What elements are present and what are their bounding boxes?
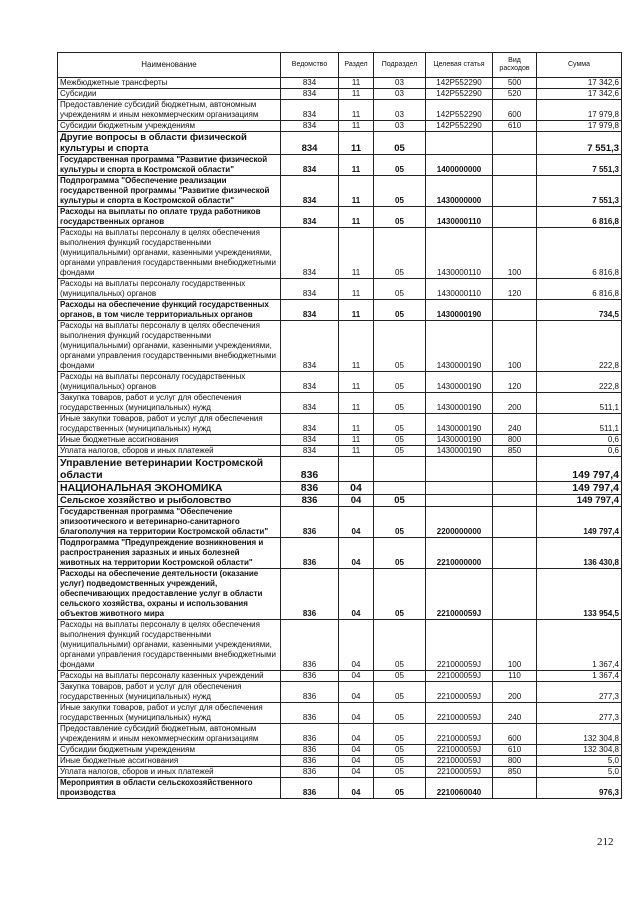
cell-department: 834 bbox=[281, 393, 339, 414]
cell-amount: 511,1 bbox=[537, 414, 622, 435]
cell-target-article: 1430000000 bbox=[426, 176, 493, 207]
cell-target-article: 221000059J bbox=[426, 767, 493, 778]
cell-department: 834 bbox=[281, 321, 339, 372]
header-department: Ведомство bbox=[281, 53, 339, 78]
cell-subsection bbox=[374, 482, 426, 495]
cell-name: Субсидии бюджетным учреждениям bbox=[58, 121, 281, 132]
cell-name: Расходы на обеспечение деятельности (оказание услуг) подведомственных учреждений, обеспечивающих предоставление услуг в области сельского хозяйства, охраны и использования объектов животного мира bbox=[58, 569, 281, 620]
cell-expense-type: 600 bbox=[493, 724, 537, 745]
cell-section: 11 bbox=[339, 321, 374, 372]
header-subsection: Подраздел bbox=[374, 53, 426, 78]
table-row bbox=[58, 393, 622, 414]
cell-name: Закупка товаров, работ и услуг для обеспечения государственных (муниципальных) нужд bbox=[58, 393, 281, 414]
cell-amount: 222,8 bbox=[537, 321, 622, 372]
cell-subsection: 05 bbox=[374, 495, 426, 507]
cell-target-article: 1430000190 bbox=[426, 300, 493, 321]
cell-amount: 132 304,8 bbox=[537, 745, 622, 756]
table-row bbox=[58, 507, 622, 538]
cell-name: Сельское хозяйство и рыболовство bbox=[58, 495, 281, 507]
cell-subsection: 05 bbox=[374, 435, 426, 446]
cell-section: 11 bbox=[339, 121, 374, 132]
cell-target-article: 1430000190 bbox=[426, 321, 493, 372]
cell-target-article: 2210060040 bbox=[426, 778, 493, 799]
cell-name: Иные закупки товаров, работ и услуг для обеспечения государственных (муниципальных) нужд bbox=[58, 703, 281, 724]
cell-department: 834 bbox=[281, 446, 339, 457]
cell-expense-type: 120 bbox=[493, 372, 537, 393]
cell-section: 04 bbox=[339, 724, 374, 745]
cell-expense-type: 610 bbox=[493, 121, 537, 132]
cell-department: 836 bbox=[281, 682, 339, 703]
cell-subsection: 05 bbox=[374, 228, 426, 279]
table-row bbox=[58, 703, 622, 724]
cell-target-article: 221000059J bbox=[426, 569, 493, 620]
cell-name: Расходы на выплаты по оплате труда работников государственных органов bbox=[58, 207, 281, 228]
cell-amount: 511,1 bbox=[537, 393, 622, 414]
cell-subsection: 03 bbox=[374, 89, 426, 100]
cell-target-article: 142P552290 bbox=[426, 121, 493, 132]
cell-expense-type: 610 bbox=[493, 745, 537, 756]
cell-section: 04 bbox=[339, 778, 374, 799]
cell-amount: 136 430,8 bbox=[537, 538, 622, 569]
cell-section: 04 bbox=[339, 569, 374, 620]
cell-target-article: 1430000190 bbox=[426, 435, 493, 446]
cell-expense-type bbox=[493, 176, 537, 207]
cell-department: 834 bbox=[281, 300, 339, 321]
cell-expense-type bbox=[493, 457, 537, 482]
cell-expense-type: 200 bbox=[493, 682, 537, 703]
table-row bbox=[58, 778, 622, 799]
cell-expense-type: 240 bbox=[493, 703, 537, 724]
cell-target-article: 221000059J bbox=[426, 745, 493, 756]
table-row bbox=[58, 372, 622, 393]
cell-amount: 17 342,6 bbox=[537, 89, 622, 100]
cell-section: 11 bbox=[339, 393, 374, 414]
table-row bbox=[58, 321, 622, 372]
table-body bbox=[58, 78, 622, 799]
table-row bbox=[58, 767, 622, 778]
header-expense-type: Вид расходов bbox=[493, 53, 537, 78]
table-row bbox=[58, 756, 622, 767]
table-row bbox=[58, 724, 622, 745]
cell-amount: 5,0 bbox=[537, 767, 622, 778]
cell-amount: 1 367,4 bbox=[537, 671, 622, 682]
cell-subsection: 05 bbox=[374, 321, 426, 372]
cell-subsection: 05 bbox=[374, 279, 426, 300]
table-row bbox=[58, 207, 622, 228]
cell-department: 836 bbox=[281, 569, 339, 620]
cell-name: Закупка товаров, работ и услуг для обеспечения государственных (муниципальных) нужд bbox=[58, 682, 281, 703]
cell-section: 04 bbox=[339, 507, 374, 538]
cell-name: Управление ветеринарии Костромской области bbox=[58, 457, 281, 482]
cell-subsection: 05 bbox=[374, 620, 426, 671]
cell-department: 836 bbox=[281, 745, 339, 756]
cell-section: 04 bbox=[339, 495, 374, 507]
cell-subsection: 05 bbox=[374, 300, 426, 321]
cell-expense-type: 200 bbox=[493, 393, 537, 414]
cell-subsection: 05 bbox=[374, 132, 426, 155]
cell-name: Расходы на обеспечение функций государственных органов, в том числе территориальных органов bbox=[58, 300, 281, 321]
cell-subsection: 05 bbox=[374, 778, 426, 799]
cell-amount: 6 816,8 bbox=[537, 279, 622, 300]
cell-amount: 6 816,8 bbox=[537, 207, 622, 228]
cell-section: 04 bbox=[339, 482, 374, 495]
table-row bbox=[58, 300, 622, 321]
cell-department: 834 bbox=[281, 435, 339, 446]
cell-target-article: 2200000000 bbox=[426, 507, 493, 538]
cell-amount: 17 979,8 bbox=[537, 121, 622, 132]
cell-name: НАЦИОНАЛЬНАЯ ЭКОНОМИКА bbox=[58, 482, 281, 495]
cell-section: 11 bbox=[339, 78, 374, 89]
cell-amount: 1 367,4 bbox=[537, 620, 622, 671]
cell-expense-type: 240 bbox=[493, 414, 537, 435]
table-row bbox=[58, 745, 622, 756]
cell-name: Мероприятия в области сельскохозяйственного производства bbox=[58, 778, 281, 799]
cell-target-article: 1430000110 bbox=[426, 228, 493, 279]
cell-amount: 149 797,4 bbox=[537, 507, 622, 538]
cell-subsection: 03 bbox=[374, 78, 426, 89]
table-row bbox=[58, 620, 622, 671]
cell-target-article: 1430000110 bbox=[426, 207, 493, 228]
cell-department: 836 bbox=[281, 538, 339, 569]
cell-subsection: 05 bbox=[374, 176, 426, 207]
cell-department: 836 bbox=[281, 457, 339, 482]
cell-name: Расходы на выплаты персоналу казенных учреждений bbox=[58, 671, 281, 682]
cell-department: 834 bbox=[281, 228, 339, 279]
cell-section: 11 bbox=[339, 300, 374, 321]
table-row bbox=[58, 671, 622, 682]
table-row bbox=[58, 132, 622, 155]
cell-department: 834 bbox=[281, 155, 339, 176]
header-section: Раздел bbox=[339, 53, 374, 78]
cell-expense-type bbox=[493, 538, 537, 569]
table-row bbox=[58, 100, 622, 121]
cell-name: Другие вопросы в области физической культуры и спорта bbox=[58, 132, 281, 155]
cell-expense-type: 100 bbox=[493, 620, 537, 671]
cell-target-article: 221000059J bbox=[426, 620, 493, 671]
cell-subsection: 05 bbox=[374, 767, 426, 778]
cell-expense-type: 600 bbox=[493, 100, 537, 121]
table-row bbox=[58, 121, 622, 132]
cell-section: 11 bbox=[339, 435, 374, 446]
cell-section: 04 bbox=[339, 671, 374, 682]
cell-section: 11 bbox=[339, 100, 374, 121]
cell-expense-type: 100 bbox=[493, 228, 537, 279]
cell-department: 836 bbox=[281, 756, 339, 767]
cell-section: 11 bbox=[339, 414, 374, 435]
cell-target-article: 142P552290 bbox=[426, 78, 493, 89]
cell-name: Межбюджетные трансферты bbox=[58, 78, 281, 89]
cell-subsection: 05 bbox=[374, 671, 426, 682]
budget-table bbox=[57, 52, 622, 799]
cell-subsection: 03 bbox=[374, 100, 426, 121]
cell-amount: 222,8 bbox=[537, 372, 622, 393]
table-row bbox=[58, 89, 622, 100]
cell-name: Субсидии bbox=[58, 89, 281, 100]
cell-section: 04 bbox=[339, 538, 374, 569]
cell-department: 836 bbox=[281, 767, 339, 778]
cell-subsection: 05 bbox=[374, 446, 426, 457]
table-row bbox=[58, 155, 622, 176]
cell-department: 836 bbox=[281, 724, 339, 745]
cell-expense-type bbox=[493, 300, 537, 321]
cell-amount: 277,3 bbox=[537, 682, 622, 703]
cell-subsection: 05 bbox=[374, 569, 426, 620]
table-row bbox=[58, 482, 622, 495]
cell-department: 836 bbox=[281, 778, 339, 799]
cell-section: 11 bbox=[339, 228, 374, 279]
table-row bbox=[58, 279, 622, 300]
cell-subsection: 05 bbox=[374, 703, 426, 724]
cell-expense-type: 520 bbox=[493, 89, 537, 100]
cell-section: 04 bbox=[339, 620, 374, 671]
table-row bbox=[58, 446, 622, 457]
header-target-article: Целевая статья bbox=[426, 53, 493, 78]
cell-target-article: 1430000190 bbox=[426, 372, 493, 393]
cell-amount: 7 551,3 bbox=[537, 176, 622, 207]
cell-department: 834 bbox=[281, 372, 339, 393]
cell-subsection: 05 bbox=[374, 756, 426, 767]
cell-name: Расходы на выплаты персоналу государственных (муниципальных) органов bbox=[58, 372, 281, 393]
cell-department: 834 bbox=[281, 414, 339, 435]
cell-section: 04 bbox=[339, 756, 374, 767]
cell-amount: 17 342,6 bbox=[537, 78, 622, 89]
cell-department: 836 bbox=[281, 495, 339, 507]
cell-target-article: 221000059J bbox=[426, 724, 493, 745]
table-row bbox=[58, 457, 622, 482]
cell-expense-type: 110 bbox=[493, 671, 537, 682]
cell-target-article bbox=[426, 457, 493, 482]
cell-target-article: 221000059J bbox=[426, 671, 493, 682]
cell-department: 836 bbox=[281, 671, 339, 682]
cell-name: Расходы на выплаты персоналу в целях обеспечения выполнения функций государственными (муниципальными) органами, казенными учреждениями, органами управления государственными внебюджетными фондами bbox=[58, 620, 281, 671]
cell-target-article: 142P552290 bbox=[426, 100, 493, 121]
header-amount: Сумма bbox=[537, 53, 622, 78]
table-row bbox=[58, 176, 622, 207]
cell-section: 11 bbox=[339, 279, 374, 300]
table-row bbox=[58, 435, 622, 446]
cell-name: Государственная программа "Развитие физической культуры и спорта в Костромской области" bbox=[58, 155, 281, 176]
cell-department: 836 bbox=[281, 482, 339, 495]
cell-section bbox=[339, 457, 374, 482]
cell-name: Расходы на выплаты персоналу в целях обеспечения выполнения функций государственными (муниципальными) органами, казенными учреждениями, органами управления государственными внебюджетными фондами bbox=[58, 321, 281, 372]
cell-target-article: 1430000190 bbox=[426, 446, 493, 457]
cell-section: 04 bbox=[339, 745, 374, 756]
cell-target-article: 221000059J bbox=[426, 756, 493, 767]
cell-department: 834 bbox=[281, 78, 339, 89]
cell-amount: 7 551,3 bbox=[537, 155, 622, 176]
cell-name: Субсидии бюджетным учреждениям bbox=[58, 745, 281, 756]
cell-subsection: 05 bbox=[374, 538, 426, 569]
table-row bbox=[58, 495, 622, 507]
cell-amount: 5,0 bbox=[537, 756, 622, 767]
cell-amount: 0,6 bbox=[537, 435, 622, 446]
cell-department: 834 bbox=[281, 176, 339, 207]
table-row bbox=[58, 414, 622, 435]
cell-amount: 149 797,4 bbox=[537, 482, 622, 495]
cell-expense-type: 850 bbox=[493, 767, 537, 778]
cell-amount: 7 551,3 bbox=[537, 132, 622, 155]
cell-name: Расходы на выплаты персоналу в целях обеспечения выполнения функций государственными (муниципальными) органами, казенными учреждениями, органами управления государственными внебюджетными фондами bbox=[58, 228, 281, 279]
cell-target-article bbox=[426, 482, 493, 495]
cell-department: 834 bbox=[281, 279, 339, 300]
cell-target-article: 1400000000 bbox=[426, 155, 493, 176]
cell-section: 11 bbox=[339, 89, 374, 100]
cell-subsection bbox=[374, 457, 426, 482]
cell-subsection: 05 bbox=[374, 682, 426, 703]
cell-name: Уплата налогов, сборов и иных платежей bbox=[58, 446, 281, 457]
cell-target-article: 142P552290 bbox=[426, 89, 493, 100]
cell-amount: 976,3 bbox=[537, 778, 622, 799]
cell-subsection: 05 bbox=[374, 724, 426, 745]
cell-target-article: 221000059J bbox=[426, 682, 493, 703]
cell-expense-type: 850 bbox=[493, 446, 537, 457]
cell-subsection: 05 bbox=[374, 207, 426, 228]
table-row bbox=[58, 228, 622, 279]
cell-subsection: 05 bbox=[374, 155, 426, 176]
cell-target-article bbox=[426, 495, 493, 507]
cell-subsection: 05 bbox=[374, 372, 426, 393]
cell-expense-type bbox=[493, 495, 537, 507]
cell-name: Подпрограмма "Обеспечение реализации государственной программы "Развитие физической культуры и спорта в Костромской области" bbox=[58, 176, 281, 207]
cell-department: 836 bbox=[281, 703, 339, 724]
cell-amount: 149 797,4 bbox=[537, 495, 622, 507]
table-row bbox=[58, 569, 622, 620]
cell-amount: 734,5 bbox=[537, 300, 622, 321]
cell-section: 11 bbox=[339, 372, 374, 393]
cell-department: 834 bbox=[281, 89, 339, 100]
cell-department: 834 bbox=[281, 121, 339, 132]
cell-expense-type: 100 bbox=[493, 321, 537, 372]
cell-name: Государственная программа "Обеспечение эпизоотического и ветеринарно-санитарного благополучия на территории Костромской области" bbox=[58, 507, 281, 538]
cell-subsection: 03 bbox=[374, 121, 426, 132]
cell-expense-type: 500 bbox=[493, 78, 537, 89]
cell-expense-type: 800 bbox=[493, 756, 537, 767]
cell-section: 11 bbox=[339, 446, 374, 457]
cell-department: 836 bbox=[281, 507, 339, 538]
budget-table-container bbox=[57, 52, 622, 799]
cell-subsection: 05 bbox=[374, 507, 426, 538]
cell-target-article: 1430000190 bbox=[426, 414, 493, 435]
cell-subsection: 05 bbox=[374, 393, 426, 414]
cell-name: Иные закупки товаров, работ и услуг для обеспечения государственных (муниципальных) нужд bbox=[58, 414, 281, 435]
cell-name: Иные бюджетные ассигнования bbox=[58, 756, 281, 767]
cell-expense-type bbox=[493, 778, 537, 799]
cell-expense-type bbox=[493, 569, 537, 620]
cell-amount: 133 954,5 bbox=[537, 569, 622, 620]
cell-expense-type: 800 bbox=[493, 435, 537, 446]
cell-target-article: 2210000000 bbox=[426, 538, 493, 569]
table-row bbox=[58, 538, 622, 569]
cell-name: Уплата налогов, сборов и иных платежей bbox=[58, 767, 281, 778]
cell-expense-type bbox=[493, 482, 537, 495]
page-number: 212 bbox=[597, 836, 614, 848]
cell-section: 04 bbox=[339, 682, 374, 703]
cell-amount: 149 797,4 bbox=[537, 457, 622, 482]
cell-subsection: 05 bbox=[374, 414, 426, 435]
cell-expense-type bbox=[493, 132, 537, 155]
cell-name: Расходы на выплаты персоналу государственных (муниципальных) органов bbox=[58, 279, 281, 300]
cell-target-article: 1430000110 bbox=[426, 279, 493, 300]
cell-amount: 0,6 bbox=[537, 446, 622, 457]
cell-amount: 6 816,8 bbox=[537, 228, 622, 279]
table-row bbox=[58, 682, 622, 703]
cell-section: 04 bbox=[339, 703, 374, 724]
cell-department: 834 bbox=[281, 207, 339, 228]
table-header-row bbox=[58, 53, 622, 78]
cell-target-article bbox=[426, 132, 493, 155]
cell-target-article: 221000059J bbox=[426, 703, 493, 724]
cell-section: 04 bbox=[339, 767, 374, 778]
cell-department: 834 bbox=[281, 100, 339, 121]
cell-target-article: 1430000190 bbox=[426, 393, 493, 414]
cell-section: 11 bbox=[339, 155, 374, 176]
cell-amount: 132 304,8 bbox=[537, 724, 622, 745]
cell-name: Иные бюджетные ассигнования bbox=[58, 435, 281, 446]
cell-expense-type bbox=[493, 155, 537, 176]
cell-department: 836 bbox=[281, 620, 339, 671]
header-name: Наименование bbox=[58, 53, 281, 78]
cell-subsection: 05 bbox=[374, 745, 426, 756]
cell-expense-type bbox=[493, 207, 537, 228]
cell-expense-type: 120 bbox=[493, 279, 537, 300]
cell-department: 834 bbox=[281, 132, 339, 155]
cell-name: Подпрограмма "Предупреждение возникновения и распространения заразных и иных болезней животных на территории Костромской области" bbox=[58, 538, 281, 569]
cell-section: 11 bbox=[339, 132, 374, 155]
cell-section: 11 bbox=[339, 176, 374, 207]
cell-section: 11 bbox=[339, 207, 374, 228]
cell-amount: 17 979,8 bbox=[537, 100, 622, 121]
cell-name: Предоставление субсидий бюджетным, автономным учреждениям и иным некоммерческим организациям bbox=[58, 724, 281, 745]
cell-amount: 277,3 bbox=[537, 703, 622, 724]
table-row bbox=[58, 78, 622, 89]
cell-expense-type bbox=[493, 507, 537, 538]
cell-name: Предоставление субсидий бюджетным, автономным учреждениям и иным некоммерческим организациям bbox=[58, 100, 281, 121]
